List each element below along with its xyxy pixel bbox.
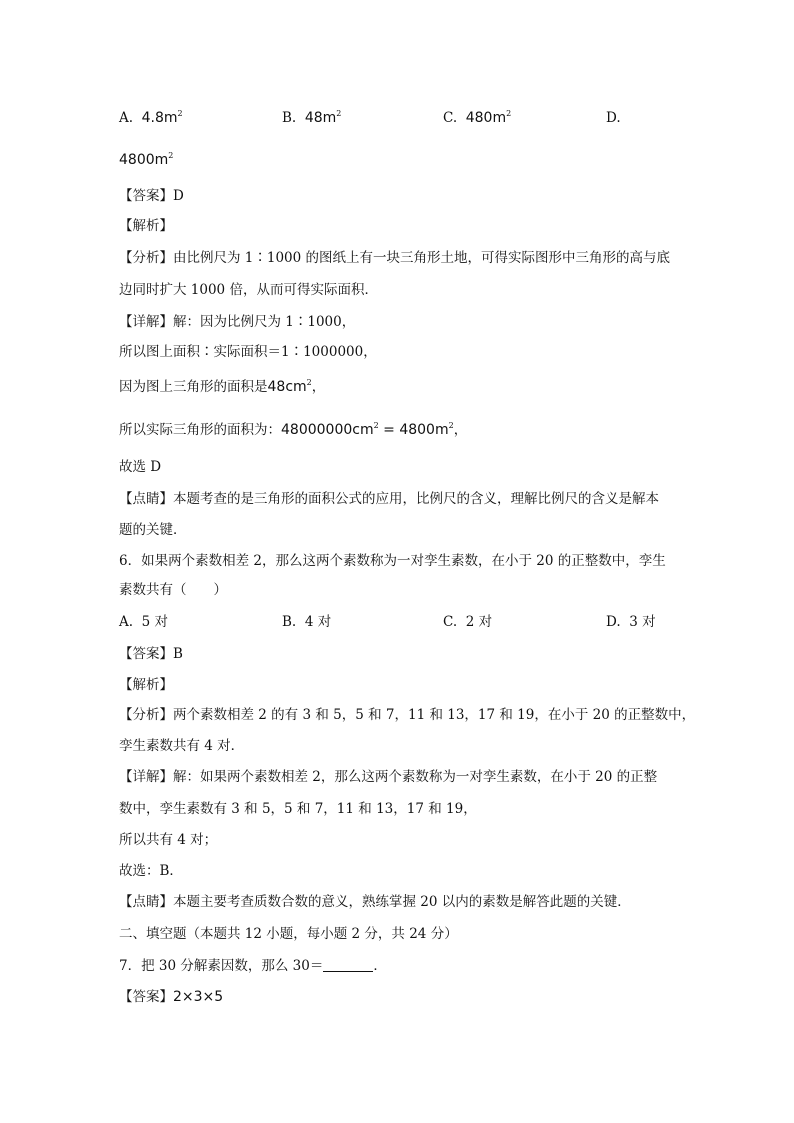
q5-option-a: A. $4.8m^2$	[119, 109, 183, 126]
q5-option-d-value: $4800m^2$	[119, 151, 174, 168]
q6-choose: 故选：B．	[119, 863, 183, 879]
q5-answer: 【答案】D	[119, 188, 184, 204]
q5-xiangjie-line3: 因为图上三角形的面积是$48cm^2$，	[119, 378, 326, 395]
q5-option-c: C. $480m^2$	[443, 109, 512, 126]
q6-dianjing-line1: 【点睛】本题主要考查质数合数的意义，熟练掌握 20 以内的素数是解答此题的关键．	[119, 894, 631, 910]
q7-stem: 7．把 30 分解素因数，那么 30＝ ．	[119, 958, 387, 974]
q6-xiangjie-line1: 【详解】解：如果两个素数相差 2，那么这两个素数称为一对孪生素数，在小于 20 的正整	[119, 769, 658, 785]
q5-choose: 故选 D	[119, 459, 162, 475]
q5-dianjing-line2: 题的关键．	[119, 522, 187, 538]
q6-option-a: A. 5 对	[119, 614, 169, 630]
q6-stem-line1: 6．如果两个素数相差 2，那么这两个素数称为一对孪生素数，在小于 20 的正整数中，孪生	[119, 553, 666, 569]
q6-option-c: C. 2 对	[443, 614, 493, 630]
q5-xiangjie-line2: 所以图上面积∶实际面积＝1∶1000000，	[119, 344, 377, 360]
q7-answer-blank	[323, 957, 373, 972]
q7-answer: 【答案】2×3×5	[119, 989, 224, 1005]
q6-stem-line2: 素数共有（ ）	[119, 582, 227, 598]
q6-analysis-label: 【解析】	[119, 677, 173, 693]
q6-fenxi-line2: 孪生素数共有 4 对．	[119, 738, 245, 754]
q5-xiangjie-line1: 【详解】解：因为比例尺为 1∶1000，	[119, 314, 356, 330]
q5-option-b: B. $48m^2$	[282, 109, 342, 126]
q5-dianjing-line1: 【点睛】本题考查的是三角形的面积公式的应用，比例尺的含义，理解比例尺的含义是解本	[119, 491, 659, 507]
q6-fenxi-line1: 【分析】两个素数相差 2 的有 3 和 5，5 和 7，11 和 13，17 和 19，在小于 20 的正整数中，	[119, 707, 696, 723]
q5-fenxi-line1: 【分析】由比例尺为 1∶1000 的图纸上有一块三角形土地，可得实际图形中三角形的高与底	[119, 250, 671, 266]
section-title: 二、填空题（本题共 12 小题，每小题 2 分，共 24 分）	[119, 926, 458, 942]
q6-answer: 【答案】B	[119, 646, 183, 662]
q6-option-d: D. 3 对	[606, 614, 656, 630]
q6-xiangjie-line3: 所以共有 4 对；	[119, 832, 218, 848]
q5-fenxi-line2: 边同时扩大 1000 倍，从而可得实际面积．	[119, 282, 378, 298]
q5-xiangjie-line4: 所以实际三角形的面积为：$48000000cm^2 = 4800m^2$，	[119, 421, 468, 438]
q6-xiangjie-line2: 数中，孪生素数有 3 和 5，5 和 7，11 和 13，17 和 19，	[119, 801, 477, 817]
q5-option-d: D.	[606, 110, 621, 126]
q6-option-b: B. 4 对	[282, 614, 332, 630]
q5-analysis-label: 【解析】	[119, 218, 173, 234]
